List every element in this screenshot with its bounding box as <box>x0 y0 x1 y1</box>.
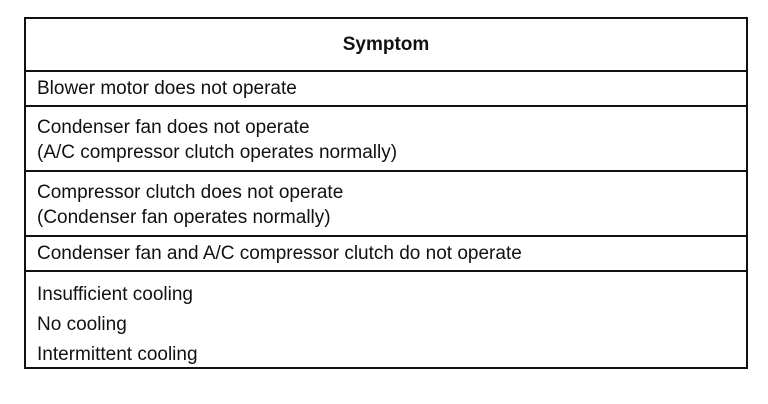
symptom-table <box>24 17 748 369</box>
table-row <box>26 170 746 235</box>
row-text: Insufficient cooling <box>37 284 193 305</box>
row-text: No cooling <box>37 314 127 335</box>
row-text: (Condenser fan operates normally) <box>37 207 331 228</box>
table-row <box>26 270 746 367</box>
row-text: Blower motor does not operate <box>37 78 297 99</box>
row-text: Condenser fan and A/C compressor clutch do not operate <box>37 243 522 264</box>
table-row <box>26 70 746 105</box>
row-text: (A/C compressor clutch operates normally) <box>37 142 398 163</box>
table-row <box>26 105 746 170</box>
row-text: Intermittent cooling <box>37 344 198 365</box>
table-row <box>26 235 746 270</box>
row-text: Compressor clutch does not operate <box>37 182 344 203</box>
row-text: Condenser fan does not operate <box>37 117 310 138</box>
table-header <box>26 19 746 70</box>
header-symptom: Symptom <box>342 34 430 55</box>
